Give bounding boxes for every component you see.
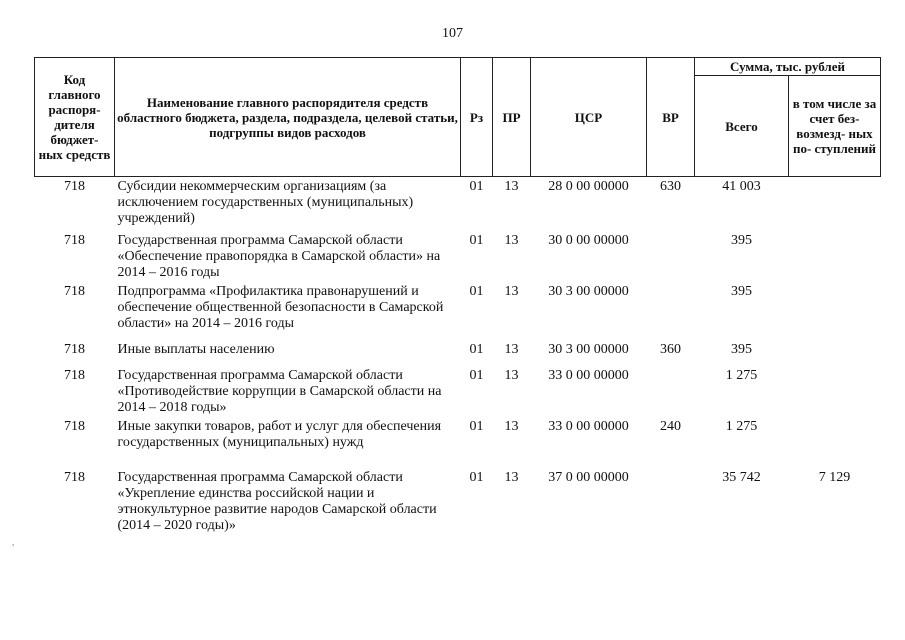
cell-gratuitous	[789, 340, 881, 366]
cell-code: 718	[64, 418, 85, 434]
cell-pr: 13	[504, 179, 519, 194]
header-rz: Рз	[461, 58, 493, 177]
cell-gratuitous	[789, 231, 881, 282]
cell-csr: 30 3 00 00000	[548, 341, 629, 357]
cell-total: 41 003	[722, 179, 761, 194]
cell-vr: 240	[660, 418, 681, 434]
scan-speck: ,	[12, 537, 15, 547]
cell-gratuitous	[789, 282, 881, 340]
cell-rz: 01	[469, 418, 484, 434]
cell-code: 718	[64, 283, 85, 299]
cell-code: 718	[64, 469, 85, 485]
cell-code: 718	[64, 179, 85, 194]
cell-name: Подпрограмма «Профилактика правонарушений и обеспечение общественной безопасности в Самарской области» на 2014 – 2016 годы	[117, 283, 444, 331]
header-csr: ЦСР	[531, 58, 647, 177]
cell-rz: 01	[469, 179, 484, 194]
cell-rz: 01	[469, 469, 484, 485]
table-row	[35, 282, 881, 340]
header-name: Наименование главного распорядителя средств областного бюджета, раздела, подраздела, целевой статьи, подгруппы видов расходов	[115, 58, 461, 177]
cell-csr: 30 0 00 00000	[548, 232, 629, 248]
header-pr: ПР	[493, 58, 531, 177]
cell-gratuitous	[789, 177, 881, 231]
cell-name: Государственная программа Самарской области «Укрепление единства российской нации и этнокультурное развитие народов Самарской области (2014 – 2020 годы)»	[117, 469, 437, 533]
table-row	[35, 468, 881, 548]
cell-csr: 33 0 00 00000	[548, 367, 629, 383]
budget-table	[34, 57, 881, 548]
cell-total: 35 742	[722, 469, 761, 485]
cell-vr: 630	[660, 179, 681, 194]
cell-code: 718	[64, 341, 85, 357]
cell-vr	[647, 231, 695, 282]
cell-pr: 13	[504, 341, 519, 357]
cell-pr: 13	[504, 469, 519, 485]
cell-vr	[647, 282, 695, 340]
cell-name: Субсидии некоммерческим организациям (за исключением государственных (муниципальных) учреждений)	[117, 179, 414, 226]
cell-rz: 01	[469, 232, 484, 248]
cell-csr: 33 0 00 00000	[548, 418, 629, 434]
cell-gratuitous	[789, 366, 881, 417]
cell-vr: 360	[660, 341, 681, 357]
cell-pr: 13	[504, 367, 519, 383]
cell-csr: 28 0 00 00000	[548, 179, 629, 194]
cell-total: 395	[731, 232, 752, 248]
table-row	[35, 340, 881, 366]
cell-csr: 37 0 00 00000	[548, 469, 629, 485]
cell-pr: 13	[504, 418, 519, 434]
cell-pr: 13	[504, 283, 519, 299]
cell-total: 395	[731, 341, 752, 357]
cell-total: 1 275	[725, 418, 758, 434]
cell-gratuitous	[789, 417, 881, 468]
page-number: 107	[442, 26, 463, 41]
table-row	[35, 417, 881, 468]
table-row	[35, 231, 881, 282]
cell-rz: 01	[469, 341, 484, 357]
cell-name: Иные выплаты населению	[117, 341, 275, 357]
cell-total: 1 275	[725, 367, 758, 383]
header-gratuitous: в том числе за счет без- возмезд- ных по- ступлений	[789, 76, 881, 177]
header-total: Всего	[695, 76, 789, 177]
cell-rz: 01	[469, 367, 484, 383]
cell-code: 718	[64, 367, 85, 383]
table-row	[35, 177, 881, 231]
cell-vr	[647, 366, 695, 417]
cell-name: Иные закупки товаров, работ и услуг для обеспечения государственных (муниципальных) нужд	[117, 418, 442, 450]
cell-csr: 30 3 00 00000	[548, 283, 629, 299]
cell-pr: 13	[504, 232, 519, 248]
table-row	[35, 366, 881, 417]
cell-code: 718	[64, 232, 85, 248]
cell-name: Государственная программа Самарской области «Обеспечение правопорядка в Самарской области» на 2014 – 2016 годы	[117, 232, 441, 280]
header-vr: ВР	[647, 58, 695, 177]
header-code: Код главного распоря- дителя бюджет- ных средств	[35, 58, 115, 177]
cell-total: 395	[731, 283, 752, 299]
cell-rz: 01	[469, 283, 484, 299]
cell-name: Государственная программа Самарской области «Противодействие коррупции в Самарской области на 2014 – 2018 годы»	[117, 367, 442, 415]
cell-gratuitous: 7 129	[818, 469, 851, 485]
cell-vr	[647, 468, 695, 548]
header-sum: Сумма, тыс. рублей	[695, 58, 881, 76]
